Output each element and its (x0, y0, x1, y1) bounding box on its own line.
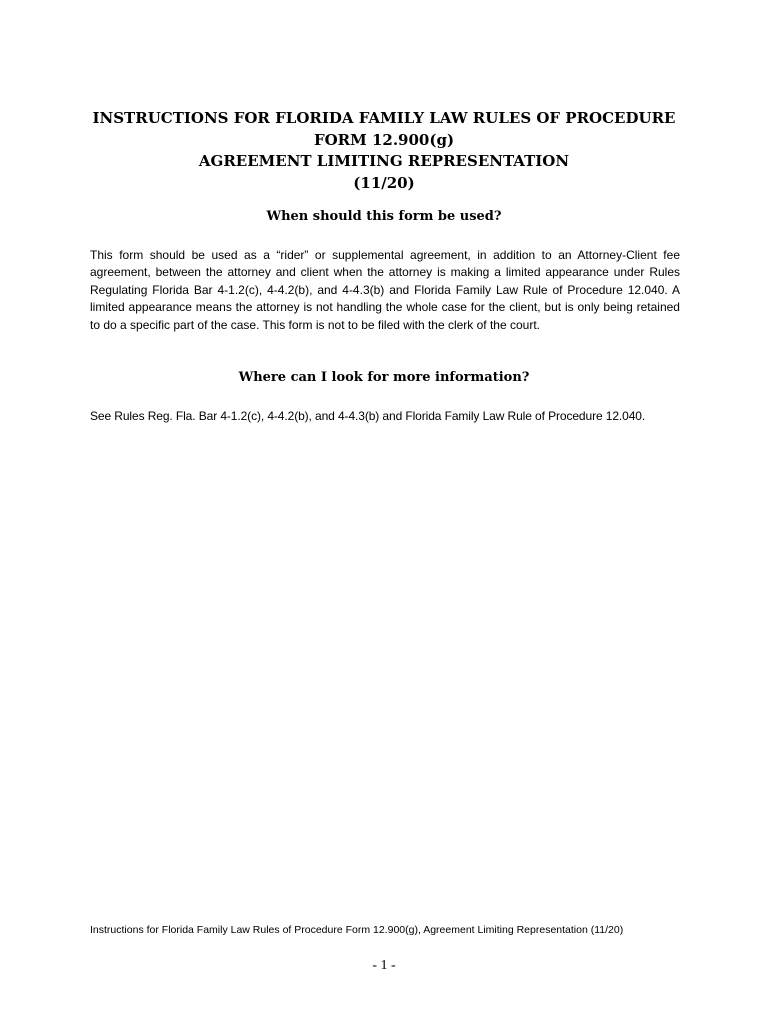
body-line: See Rules Reg. Fla. Bar 4-1.2(c), 4-4.2(b), and 4-4.3(b) and Florida Family Law Rule of Procedure 12.040. (90, 409, 646, 423)
body-line: 12.040. A limited appearance means the attorney is not handling the whole case for the client, but is only (90, 282, 680, 315)
title-line: INSTRUCTIONS FOR FLORIDA FAMILY LAW RULES OF PROCEDURE (92, 109, 676, 127)
section-heading-more-info: Where can I look for more information? (238, 370, 530, 385)
section-heading-when-to-use: When should this form be used? (266, 209, 502, 224)
body-line: being retained to do a specific part of the case. This form is not to be filed with the clerk of the court. (90, 300, 680, 332)
page-number: - 1 - (372, 958, 396, 973)
body-line: This form should be used as a “rider” or supplemental agreement, in addition to an Attorney-Client fee (90, 248, 680, 262)
page-footer: Instructions for Florida Family Law Rules of Procedure Form 12.900(g), Agreement Limiting Representation (11/20) (90, 924, 624, 936)
document-title (0, 108, 768, 194)
section-body-more-info (90, 408, 710, 425)
form-number: FORM 12.900(g) (313, 130, 455, 149)
section-body-when-to-use (90, 247, 680, 334)
body-line: Rules Regulating Florida Bar 4-1.2(c), 4-4.2(b), and 4-4.3(b) and Florida Family Law Rule of Procedure (90, 265, 680, 297)
body-line: agreement, between the attorney and client when the attorney is making a limited appearance under (90, 265, 650, 280)
form-revision-date: (11/20) (353, 173, 415, 192)
form-name: AGREEMENT LIMITING REPRESENTATION (198, 152, 570, 170)
